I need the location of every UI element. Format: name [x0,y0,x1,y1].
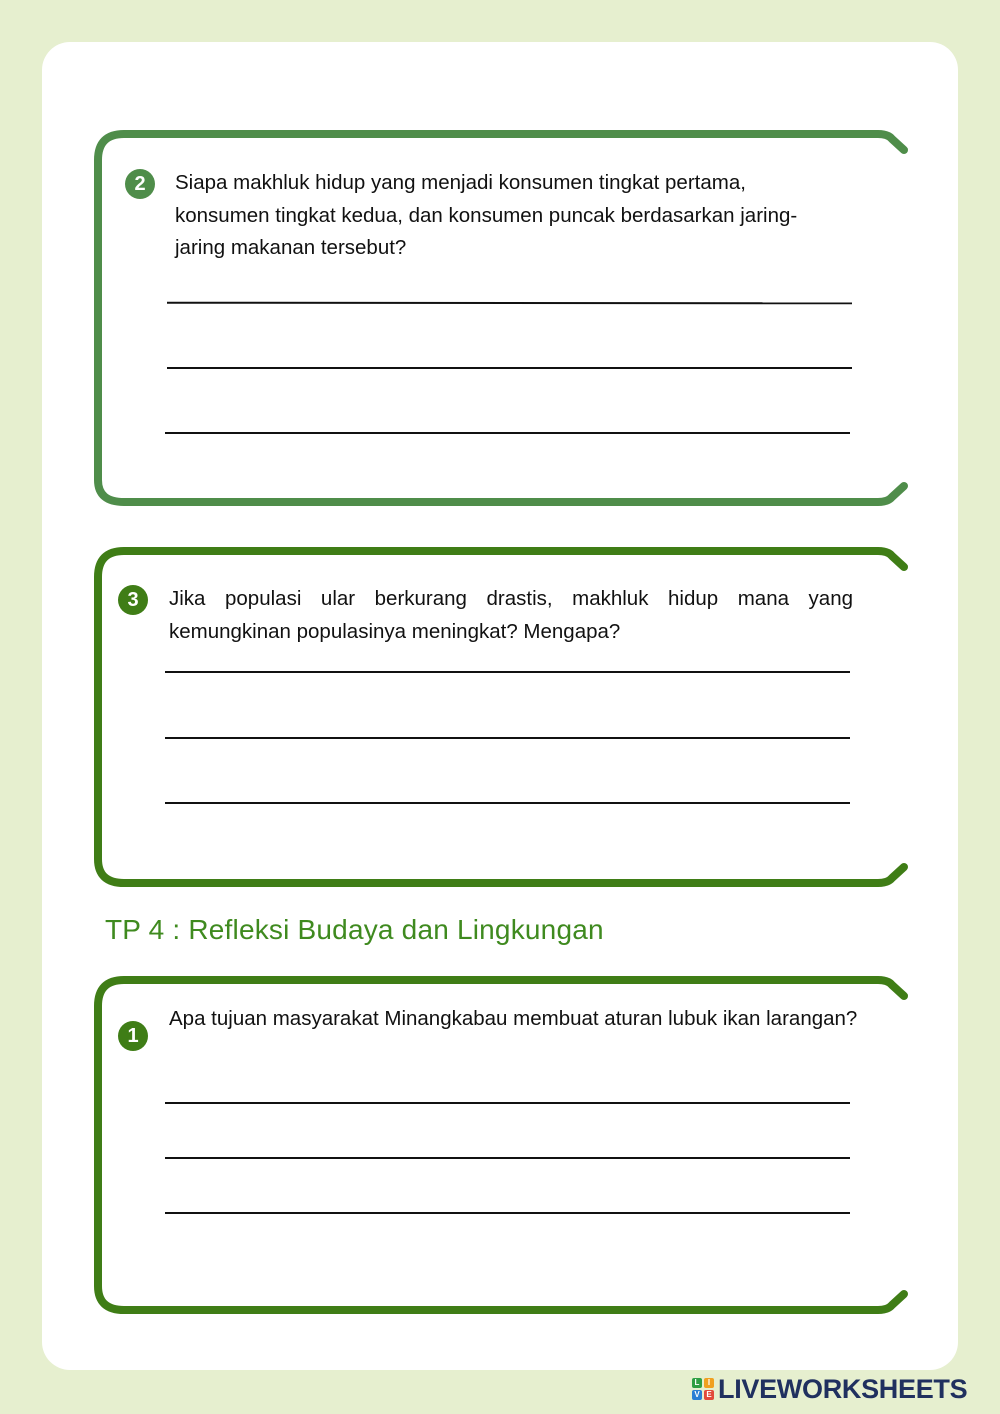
liveworksheets-brand [692,1374,967,1404]
answer-line[interactable] [165,1212,850,1214]
logo-tile: E [704,1390,714,1400]
answer-line[interactable] [167,367,852,369]
answer-line[interactable] [165,802,850,804]
logo-tile: I [704,1378,714,1388]
brand-text: LIVEWORKSHEETS [718,1373,968,1404]
question-number-badge: 3 [118,585,148,615]
answer-line[interactable] [165,671,850,673]
answer-line[interactable] [165,432,850,434]
answer-line[interactable] [165,1157,850,1159]
question-number-badge: 1 [118,1021,148,1051]
question-text: Jika populasi ular berkurang drastis, makhluk hidup mana yang kemungkinan populasinya meningkat? Mengapa? [169,587,853,643]
question-text: Apa tujuan masyarakat Minangkabau membuat aturan lubuk ikan larangan? [169,1007,858,1030]
question-number-badge: 2 [125,169,155,199]
answer-line[interactable] [165,1102,850,1104]
logo-tile: L [692,1378,702,1388]
liveworksheets-logo-icon [692,1378,714,1400]
logo-tile: V [692,1390,702,1400]
question-text: Siapa makhluk hidup yang menjadi konsumen tingkat pertama, konsumen tingkat kedua, dan konsumen puncak berdasarkan jaring-jaring makanan tersebut? [175,171,798,259]
answer-line[interactable] [165,737,850,739]
section-title: TP 4 : Refleksi Budaya dan Lingkungan [105,914,604,945]
